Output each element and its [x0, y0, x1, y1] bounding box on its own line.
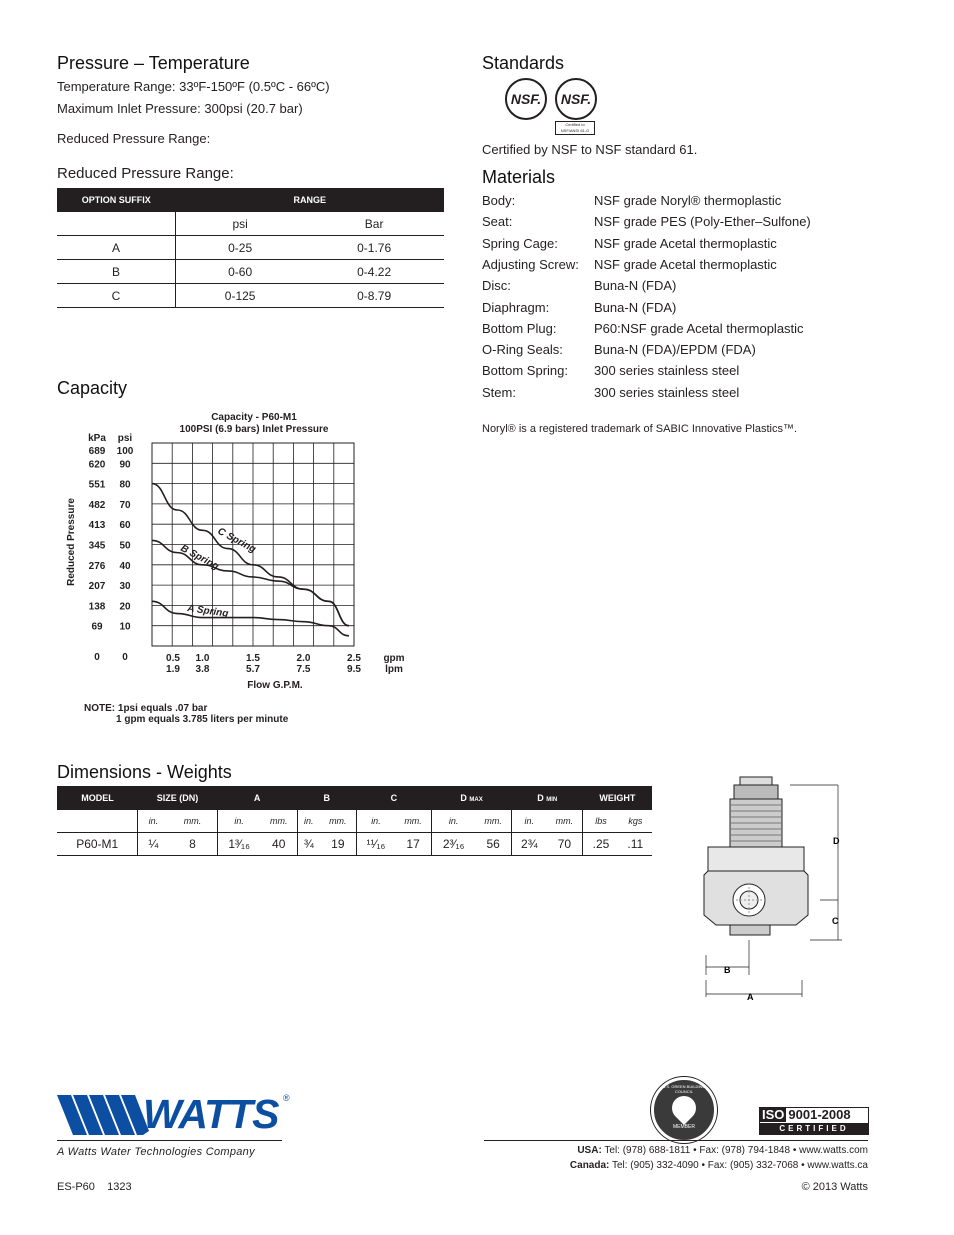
y-tick-kpa: 620 [88, 459, 106, 471]
y-tick-psi: 30 [119, 581, 131, 593]
table-row [57, 284, 444, 308]
table-row [57, 260, 444, 284]
noryl-trademark: Noryl® is a registered trademark of SABIC Innovative Plastics™. [482, 423, 797, 435]
material-label: Spring Cage: [482, 235, 558, 251]
chart-title: Capacity - P60-M1 [211, 412, 297, 423]
canada-contact-line [570, 1160, 868, 1171]
usgbc-member-text: MEMBER [673, 1124, 695, 1130]
pressure-temperature-title: Pressure – Temperature [57, 53, 250, 73]
material-value: NSF grade PES (Poly-Ether–Sulfone) [594, 214, 811, 230]
dimensions-table [57, 786, 652, 856]
value-cell: 1³⁄₁₆ [217, 833, 261, 856]
x-tick-lpm: 7.5 [296, 664, 311, 675]
y-tick-psi: 60 [119, 520, 131, 532]
y-tick-kpa: 138 [88, 601, 106, 613]
y-tick-kpa: 551 [88, 479, 106, 491]
b-header: B [297, 786, 356, 810]
table-row [57, 236, 444, 260]
x-unit-gpm: gpm [383, 653, 405, 664]
suffix-cell: C [57, 284, 176, 308]
unit-cell: in. [217, 810, 261, 833]
bar-cell: 0-1.76 [304, 236, 444, 260]
psi-unit: psi [176, 212, 305, 236]
valve-dimension-diagram [690, 775, 850, 1005]
c-header: C [356, 786, 431, 810]
value-cell: 2³⁄₁₆ [432, 833, 476, 856]
blank-cell [57, 212, 176, 236]
dim-label-a: A [747, 992, 754, 1002]
canada-contact: Tel: (905) 332-4090 • Fax: (905) 332-7068 • www.watts.ca [611, 1160, 868, 1171]
x-tick-lpm: 1.9 [166, 664, 180, 675]
footer-rule-left [57, 1140, 282, 1141]
dmax-header: D MAX [432, 786, 512, 810]
material-label: O-Ring Seals: [482, 342, 563, 358]
unit-cell: in. [432, 810, 476, 833]
weight-header: WEIGHT [583, 786, 652, 810]
value-cell: 8 [168, 833, 217, 856]
unit-cell: in. [138, 810, 168, 833]
y-tick-psi: 100 [116, 446, 134, 457]
unit-cell: mm. [261, 810, 297, 833]
y-tick-psi: 10 [119, 621, 131, 633]
y-axis-label: Reduced Pressure [66, 498, 77, 586]
doc-code-text: ES-P60 [57, 1181, 95, 1193]
capacity-chart [57, 405, 437, 700]
copyright: © 2013 Watts [801, 1181, 868, 1193]
value-cell: 2¾ [512, 833, 547, 856]
a-header: A [217, 786, 297, 810]
y-tick-kpa: 69 [91, 621, 103, 633]
y-tick-kpa: 345 [88, 540, 106, 552]
value-cell: ¾ [297, 833, 320, 856]
unit-cell: mm. [168, 810, 217, 833]
y-unit-kpa: kPa [88, 433, 106, 444]
model-cell: P60-M1 [57, 833, 138, 856]
material-label: Disc: [482, 278, 511, 294]
iso-certified-badge [759, 1107, 869, 1135]
x-unit-lpm: lpm [385, 664, 403, 675]
registered-mark-icon: ® [283, 1093, 290, 1103]
value-cell: 40 [261, 833, 297, 856]
x-tick-gpm: 0.5 [166, 653, 180, 664]
value-cell: 19 [320, 833, 356, 856]
nsf-logo-icon: NSF. [505, 78, 547, 120]
x-tick-gpm: 1.5 [246, 653, 260, 664]
unit-cell: mm. [395, 810, 431, 833]
y-tick-psi: 40 [119, 560, 131, 572]
doc-code [57, 1181, 132, 1193]
watts-logo [57, 1093, 293, 1137]
unit-cell: mm. [475, 810, 511, 833]
y-tick-psi: 0 [122, 652, 128, 663]
y-tick-psi: 70 [119, 499, 131, 511]
tagline: A Watts Water Technologies Company [57, 1146, 255, 1158]
temperature-range: Temperature Range: 33ºF-150ºF (0.5ºC - 66ºC) [57, 79, 330, 94]
material-label: Bottom Spring: [482, 363, 568, 379]
y-tick-psi: 90 [119, 459, 131, 471]
brand-name: WATTS [143, 1091, 279, 1137]
series-label: C Spring [215, 525, 258, 556]
unit-cell: in. [297, 810, 320, 833]
reduced-pressure-title: Reduced Pressure Range: [57, 165, 234, 182]
suffix-cell: B [57, 260, 176, 284]
unit-cell: mm. [546, 810, 582, 833]
x-tick-gpm: 1.0 [195, 653, 210, 664]
series-label: B Spring [178, 542, 221, 573]
blank-cell [57, 810, 138, 833]
nsf-logo-certified-icon: NSF. Certified to NSF/ANSI 61-G [555, 78, 595, 132]
model-header: MODEL [57, 786, 138, 810]
x-tick-gpm: 2.0 [296, 653, 311, 664]
nsf-certified-text: Certified by NSF to NSF standard 61. [482, 142, 698, 157]
material-value: P60:NSF grade Acetal thermoplastic [594, 320, 804, 336]
range-header: RANGE [176, 188, 445, 212]
series-line [152, 601, 349, 636]
unit-cell: in. [356, 810, 395, 833]
material-value: NSF grade Noryl® thermoplastic [594, 193, 782, 208]
dmin-header: D MIN [512, 786, 583, 810]
psi-cell: 0-60 [176, 260, 305, 284]
size-header: SIZE (DN) [138, 786, 217, 810]
material-value: NSF grade Acetal thermoplastic [594, 235, 777, 251]
y-tick-psi: 80 [119, 479, 131, 491]
unit-cell: kgs [619, 810, 652, 833]
iso-certified-text: CERTIFIED [760, 1123, 868, 1134]
material-label: Body: [482, 193, 516, 208]
bar-cell: 0-4.22 [304, 260, 444, 284]
dim-label-d: D [833, 836, 840, 846]
dimensions-title: Dimensions - Weights [57, 762, 232, 782]
footer-rule-right [484, 1140, 868, 1141]
psi-cell: 0-125 [176, 284, 305, 308]
doc-num: 1323 [107, 1181, 132, 1193]
chart-subtitle: 100PSI (6.9 bars) Inlet Pressure [179, 424, 329, 435]
material-label: Diaphragm: [482, 299, 550, 315]
table-row [57, 833, 652, 856]
x-tick-lpm: 5.7 [246, 664, 260, 675]
unit-cell: lbs [583, 810, 619, 833]
material-label: Stem: [482, 384, 516, 400]
material-value: NSF grade Acetal thermoplastic [594, 256, 777, 272]
y-tick-kpa: 276 [88, 560, 106, 572]
material-value: 300 series stainless steel [594, 384, 740, 400]
x-axis-label: Flow G.P.M. [247, 680, 303, 691]
y-tick-kpa: 413 [88, 520, 106, 532]
value-cell: 56 [475, 833, 511, 856]
bar-cell: 0-8.79 [304, 284, 444, 308]
unit-cell: in. [512, 810, 547, 833]
suffix-cell: A [57, 236, 176, 260]
usgbc-ring-text: U.S. GREEN BUILDING COUNCIL [662, 1084, 706, 1094]
bar-unit: Bar [304, 212, 444, 236]
series-label: A Spring [186, 603, 230, 620]
reduced-range-note: Reduced Pressure Range: [57, 131, 211, 146]
y-tick-kpa: 689 [88, 446, 106, 457]
x-tick-gpm: 2.5 [347, 653, 361, 664]
value-cell: .25 [583, 833, 619, 856]
canada-label: Canada: [569, 1160, 610, 1171]
y-tick-kpa: 482 [88, 499, 106, 511]
y-tick-kpa: 0 [94, 652, 100, 663]
material-value: 300 series stainless steel [594, 363, 740, 379]
y-tick-psi: 20 [119, 601, 131, 613]
materials-title: Materials [482, 167, 556, 187]
y-tick-kpa: 207 [88, 581, 106, 593]
material-label: Seat: [482, 214, 513, 230]
series-line [152, 484, 349, 626]
iso-label: ISO [762, 1107, 785, 1122]
value-cell: 70 [546, 833, 582, 856]
x-tick-lpm: 3.8 [195, 664, 210, 675]
dim-label-b: B [724, 965, 731, 975]
usgbc-leaf-icon [667, 1091, 701, 1125]
usa-contact-line [577, 1145, 868, 1156]
note-line-1: NOTE: 1psi equals .07 bar [84, 703, 208, 714]
usgbc-member-logo [651, 1077, 717, 1143]
value-cell: 17 [395, 833, 431, 856]
usa-label: USA: [577, 1145, 602, 1156]
material-value: Buna-N (FDA)/EPDM (FDA) [594, 342, 756, 358]
unit-cell: mm. [320, 810, 356, 833]
dim-label-c: C [832, 916, 839, 926]
option-suffix-header: OPTION SUFFIX [57, 188, 176, 212]
iso-number: 9001-2008 [788, 1107, 851, 1122]
material-label: Bottom Plug: [482, 320, 557, 336]
value-cell: ¼ [138, 833, 168, 856]
value-cell: ¹¹⁄₁₆ [356, 833, 395, 856]
y-tick-psi: 50 [119, 540, 131, 552]
standards-title: Standards [482, 53, 565, 73]
capacity-title: Capacity [57, 378, 128, 398]
y-unit-psi: psi [117, 433, 133, 444]
reduced-pressure-table [57, 188, 444, 308]
watts-stripes-icon [57, 1093, 149, 1137]
capacity-note [84, 703, 288, 725]
usa-contact: Tel: (978) 688-1811 • Fax: (978) 794-1848 • www.watts.com [604, 1145, 868, 1156]
note-line-2: 1 gpm equals 3.785 liters per minute [116, 714, 289, 725]
x-tick-lpm: 9.5 [347, 664, 361, 675]
material-label: Adjusting Screw: [482, 256, 579, 272]
psi-cell: 0-25 [176, 236, 305, 260]
material-value: Buna-N (FDA) [594, 278, 677, 294]
value-cell: .11 [619, 833, 652, 856]
material-value: Buna-N (FDA) [594, 299, 677, 315]
max-inlet-pressure: Maximum Inlet Pressure: 300psi (20.7 bar) [57, 101, 303, 116]
